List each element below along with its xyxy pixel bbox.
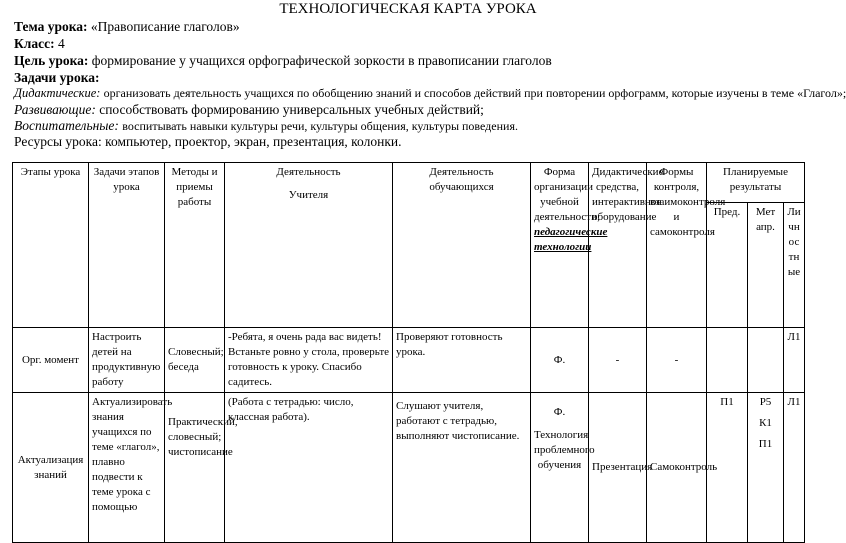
col-header-planned: Планируемые результаты [707, 163, 805, 203]
row2-met-b: К1 [759, 417, 772, 429]
row1-students: Проверяют готовность урока. [393, 328, 531, 393]
developing-line [14, 102, 484, 118]
row2-didactic: Презентация [589, 393, 647, 543]
col-header-met: Мет апр. [748, 203, 784, 328]
developing-label: Развивающие: [14, 102, 96, 117]
teacher-label: Учителя [288, 189, 329, 201]
row2-lich: Л1 [784, 393, 805, 543]
goal-label: Цель урока: [14, 53, 89, 68]
lesson-table [12, 162, 805, 543]
row1-didactic: - [589, 328, 647, 393]
topic-line [14, 19, 240, 35]
row2-met-a: Р5 [759, 396, 772, 408]
class-line [14, 36, 65, 52]
col-header-pred: Пред. [707, 203, 748, 328]
row2-methods: Практический, словесный; чистописание [165, 393, 225, 543]
class-value: 4 [57, 36, 65, 51]
row1-form: Ф. [531, 328, 589, 393]
developing-value: способствовать формированию универсальных учебных действий; [99, 102, 484, 117]
page-title: ТЕХНОЛОГИЧЕСКАЯ КАРТА УРОКА [279, 1, 537, 17]
row2-met [748, 393, 784, 543]
tasks-label: Задачи урока: [14, 70, 100, 85]
educational-label: Воспитательные: [14, 118, 119, 133]
row2-tasks: Актуализировать знания учащихся по теме «глагол», плавно подвести к теме урока с помощью [89, 393, 165, 543]
goal-value: формирование у учащихся орфографической зоркости в правописании глаголов [91, 53, 552, 68]
row1-lich: Л1 [784, 328, 805, 393]
row2-teacher: (Работа с тетрадью: число, классная работа). [225, 393, 393, 543]
table-header-row [13, 163, 805, 203]
row1-pred [707, 328, 748, 393]
row1-tasks: Настроить детей на продуктивную работу [89, 328, 165, 393]
tasks-line [14, 70, 100, 86]
activity-label: Деятельность [276, 166, 341, 178]
row2-stage: Актуализация знаний [13, 393, 89, 543]
col-header-methods: Методы и приемы работы [165, 163, 225, 328]
col-header-activity [225, 163, 393, 328]
educational-value: воспитывать навыки культуры речи, культуры общения, культуры поведения. [122, 119, 518, 133]
row2-form-b: Технология проблемного обучения [534, 429, 595, 471]
topic-label: Тема урока: [14, 19, 88, 34]
col-header-tasks: Задачи этапов урока [89, 163, 165, 328]
col-header-control: Формы контроля, взаимоконтроля и самоконтроля [647, 163, 707, 328]
didactic-line [14, 86, 846, 101]
row1-teacher: -Ребята, я очень рада вас видеть! Встаньте ровно у стола, проверьте готовность к уроку. Спасибо садитесь. [225, 328, 393, 393]
didactic-label: Дидактические: [14, 86, 101, 100]
row1-stage: Орг. момент [13, 328, 89, 393]
table-row [13, 328, 805, 393]
row2-form-a: Ф. [553, 406, 566, 418]
row1-control: - [647, 328, 707, 393]
educational-line [14, 118, 518, 134]
col-header-form [531, 163, 608, 328]
col-header-lich: Личностные [784, 203, 805, 328]
form-plain-label: Форма организации учебной деятельности; [534, 166, 601, 223]
row2-met-c: П1 [758, 438, 773, 450]
row2-students: Слушают учителя, работают с тетрадью, выполняют чистописание. [393, 393, 531, 543]
form-emph-label: педагогические технологии [534, 226, 608, 253]
goal-line [14, 53, 552, 69]
topic-value: «Правописание глаголов» [90, 19, 240, 34]
class-label: Класс: [14, 36, 55, 51]
col-header-didactic: Дидактические средства, интерактивное оборудование [589, 163, 647, 328]
row2-form [531, 393, 595, 543]
didactic-value: организовать деятельность учащихся по обобщению знаний и способов действий при повторении орфограмм, которые изучены в теме «Глагол»; [103, 86, 846, 100]
resources-line: Ресурсы урока: компьютер, проектор, экран, презентация, колонки. [14, 134, 402, 149]
row1-met [748, 328, 784, 393]
row1-methods: Словесный; беседа [165, 328, 225, 393]
col-header-stages: Этапы урока [13, 163, 89, 328]
row2-pred: П1 [707, 393, 748, 543]
col-header-students: Деятельность обучающихся [393, 163, 531, 328]
table-row [13, 393, 805, 543]
row2-control: Самоконтроль [647, 393, 707, 543]
